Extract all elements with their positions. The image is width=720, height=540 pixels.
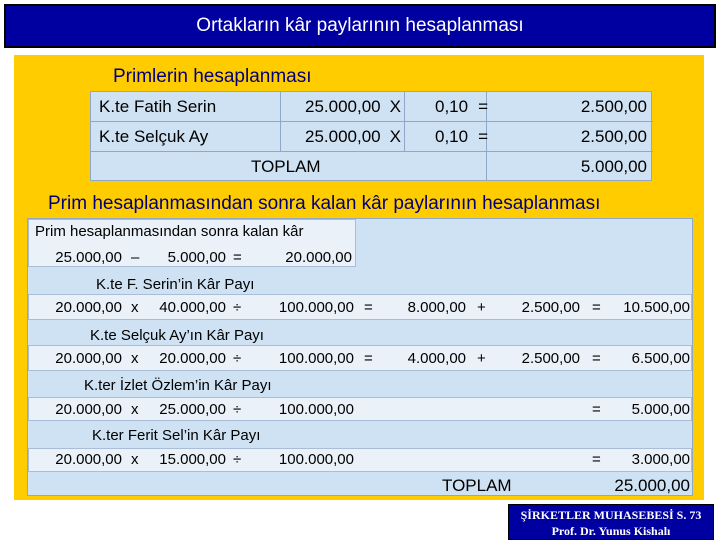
prim-base-value: 25.000,00 [305,126,381,146]
equals-sign: = [592,350,601,367]
partner-prim: 2.500,00 [521,350,580,367]
equals-sign: = [478,126,489,146]
multiply-sign: X [389,96,401,116]
prim-rate [405,92,487,122]
multiply-sign: x [131,451,139,468]
prim-base-value: 25.000,00 [305,96,381,116]
partner-share: 8.000,00 [407,299,466,316]
prim-base [281,92,405,122]
partner-total: 10.500,00 [623,299,690,316]
partner-capital: 100.000,00 [278,350,354,367]
remaining-b: 5.000,00 [167,249,226,266]
partner-total: 5.000,00 [631,401,690,418]
partner-share: 4.000,00 [407,350,466,367]
prim-total-label: TOPLAM [91,152,487,181]
partner-ratio: 15.000,00 [159,451,226,468]
divide-sign: ÷ [233,401,242,418]
prim-total-value: 5.000,00 [580,156,647,176]
partner-ratio: 40.000,00 [159,299,226,316]
plus-sign: + [477,350,486,367]
equals-sign: = [478,96,489,116]
partner-a: 20.000,00 [55,451,122,468]
prim-name: K.te Selçuk Ay [91,122,281,152]
prim-result: 2.500,00 [487,122,653,152]
prim-rate-value: 0,10 [435,96,469,116]
partner-ratio: 25.000,00 [159,401,226,418]
slide-title: Ortakların kâr paylarının hesaplanması [4,4,716,48]
footer-author: Prof. Dr. Yunus Kishalı [551,524,671,538]
prim-name: K.te Fatih Serin [91,92,281,122]
partner-label: K.te F. Serin’in Kâr Payı [96,276,255,293]
section2-title: Prim hesaplanmasından sonra kalan kâr paylarının hesaplanması [48,193,601,214]
partner-ratio: 20.000,00 [159,350,226,367]
divide-sign: ÷ [233,350,242,367]
footer-course: ŞİRKETLER MUHASEBESİ S. 73 [520,508,702,522]
shares-total-value: 25.000,00 [614,476,690,495]
partner-prim: 2.500,00 [521,299,580,316]
multiply-sign: x [131,299,139,316]
prim-rate-value: 0,10 [435,126,469,146]
partner-label: K.ter İzlet Özlem’in Kâr Payı [84,377,272,394]
partner-label: K.te Selçuk Ay’ın Kâr Payı [90,327,264,344]
partner-a: 20.000,00 [55,350,122,367]
partner-total: 6.500,00 [631,350,690,367]
prim-table [90,91,652,181]
equals-sign: = [364,299,373,316]
plus-sign: + [477,299,486,316]
partner-total: 3.000,00 [631,451,690,468]
prim-rate [405,122,487,152]
divide-sign: ÷ [233,451,242,468]
prim-base [281,122,405,152]
footer-badge [508,504,714,540]
equals-sign: = [592,299,601,316]
section1-title: Primlerin hesaplanması [113,66,312,87]
divide-sign: ÷ [233,299,242,316]
remaining-a: 25.000,00 [55,249,122,266]
remaining-label: Prim hesaplanmasından sonra kalan kâr [35,223,304,240]
equals-sign: = [592,401,601,418]
equals-sign: = [592,451,601,468]
partner-a: 20.000,00 [55,299,122,316]
remaining-result: 20.000,00 [285,249,352,266]
multiply-sign: x [131,350,139,367]
partner-a: 20.000,00 [55,401,122,418]
partner-capital: 100.000,00 [278,451,354,468]
minus-sign: – [131,249,140,266]
multiply-sign: X [389,126,401,146]
partner-capital: 100.000,00 [278,401,354,418]
prim-result: 2.500,00 [487,92,653,122]
equals-sign: = [364,350,373,367]
multiply-sign: x [131,401,139,418]
shares-total-label: TOPLAM [442,476,512,495]
partner-capital: 100.000,00 [278,299,354,316]
equals-sign: = [233,249,242,266]
partner-label: K.ter Ferit Sel’in Kâr Payı [92,427,261,444]
